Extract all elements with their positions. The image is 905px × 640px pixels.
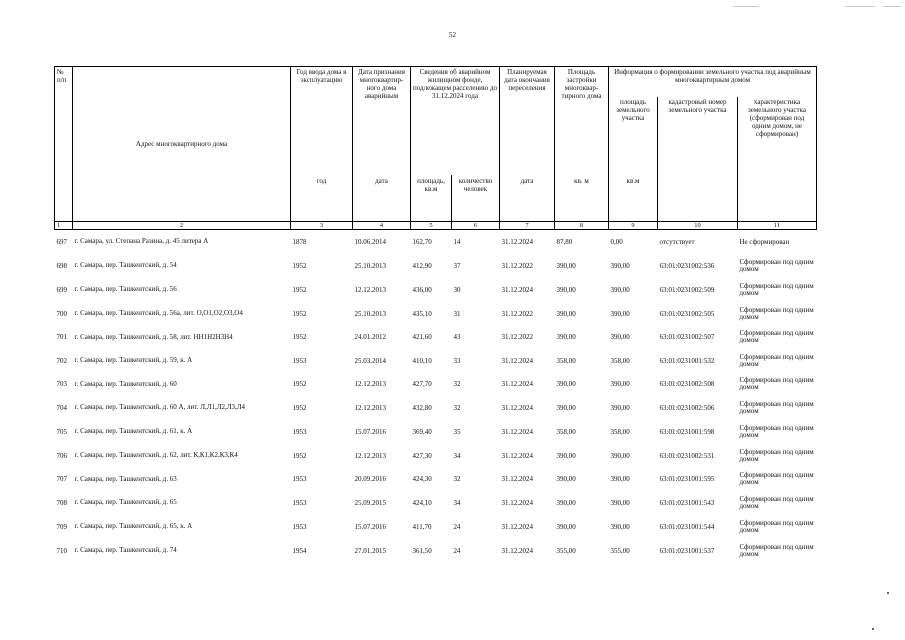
row-building-area: 390,00 xyxy=(556,522,576,531)
row-land-area: 358,00 xyxy=(610,427,630,436)
table-row xyxy=(55,468,817,491)
row-recognition-date: 25.03.2014 xyxy=(354,356,386,365)
row-number: 710 xyxy=(56,546,67,555)
unit-year: год xyxy=(291,175,353,222)
table-row xyxy=(55,230,817,254)
row-land-area: 390,00 xyxy=(610,498,630,507)
header-land-info: Информация о формировании земельного участка под аварийным многоквартирным домом xyxy=(609,67,817,97)
row-area: 162,70 xyxy=(412,238,432,247)
row-number: 707 xyxy=(56,475,67,484)
row-planned-date: 31.12.2024 xyxy=(501,546,533,555)
table-row xyxy=(55,278,817,302)
header-cadastral-blank xyxy=(658,175,738,222)
scan-dot xyxy=(887,592,889,594)
row-cadastral: отсутствует xyxy=(659,238,695,247)
column-number-row xyxy=(55,222,817,230)
row-year: 1954 xyxy=(292,546,307,555)
row-year: 1953 xyxy=(292,498,307,507)
row-address: г. Самара, ул. Степана Разина, д. 45 литера А xyxy=(74,237,209,246)
row-area: 424,10 xyxy=(412,498,432,507)
row-cadastral: 63:01:0231001:532 xyxy=(659,356,715,365)
row-people: 30 xyxy=(453,285,461,294)
table-body xyxy=(55,230,817,563)
row-address: г. Самара, пер. Ташкентский, д. 65 xyxy=(74,498,177,507)
table-row xyxy=(55,373,817,396)
row-building-area: 355,00 xyxy=(556,546,576,555)
row-planned-date: 31.12.2024 xyxy=(501,238,533,247)
row-building-area: 87,80 xyxy=(556,238,573,247)
row-recognition-date: 12.12.2013 xyxy=(354,285,386,294)
row-land-area: 358,00 xyxy=(610,356,630,365)
row-planned-date: 31.12.2024 xyxy=(501,451,533,460)
scan-artifact-line xyxy=(845,6,875,7)
row-recognition-date: 24.01.2012 xyxy=(354,333,386,342)
row-cadastral: 63:01:0231002:536 xyxy=(659,261,715,270)
row-planned-date: 31.12.2024 xyxy=(501,498,533,507)
unit-people: количество человек xyxy=(452,175,500,222)
scan-artifact-line xyxy=(883,6,901,7)
row-planned-date: 31.12.2022 xyxy=(501,333,533,342)
row-characteristic: Сформирован под одним домом xyxy=(739,423,814,439)
header-land-area: площадь земельного участка xyxy=(609,97,658,175)
row-planned-date: 31.12.2024 xyxy=(501,475,533,484)
row-people: 32 xyxy=(453,403,461,412)
row-recognition-date: 25.09.2015 xyxy=(354,498,386,507)
row-planned-date: 31.12.2022 xyxy=(501,309,533,318)
row-characteristic: Сформирован под одним домом xyxy=(739,447,814,463)
row-characteristic: Сформирован под одним домом xyxy=(739,518,814,534)
row-land-area: 390,00 xyxy=(610,403,630,412)
row-characteristic: Сформирован под одним домом xyxy=(739,329,814,345)
row-number: 705 xyxy=(56,427,67,436)
unit-date: дата xyxy=(353,175,411,222)
row-building-area: 390,00 xyxy=(556,285,576,294)
row-people: 35 xyxy=(453,427,461,436)
header-planned-date: Планируемая дата окончания переселения xyxy=(500,67,555,175)
row-characteristic: Сформирован под одним домом xyxy=(739,542,814,558)
row-recognition-date: 25.10.2013 xyxy=(354,309,386,318)
column-number: 2 xyxy=(73,222,291,230)
row-characteristic: Сформирован под одним домом xyxy=(739,257,814,273)
row-recognition-date: 20.09.2016 xyxy=(354,475,386,484)
row-characteristic: Сформирован под одним домом xyxy=(739,471,814,487)
row-planned-date: 31.12.2024 xyxy=(501,356,533,365)
table-row xyxy=(55,420,817,444)
row-people: 32 xyxy=(453,380,461,389)
row-area: 412,90 xyxy=(412,261,432,270)
row-address: г. Самара, пер. Ташкентский, д. 59, к. А xyxy=(74,356,193,365)
row-cadastral: 63:01:0231001:598 xyxy=(659,427,715,436)
row-number: 698 xyxy=(56,261,67,270)
row-characteristic: Сформирован под одним домом xyxy=(739,494,814,510)
row-planned-date: 31.12.2024 xyxy=(501,285,533,294)
row-recognition-date: 25.10.2013 xyxy=(354,261,386,270)
row-address: г. Самара, пер. Ташкентский, д. 74 xyxy=(74,546,177,555)
row-characteristic: Сформирован под одним домом xyxy=(739,376,814,392)
column-number: 6 xyxy=(452,222,500,230)
row-year: 1878 xyxy=(292,238,307,247)
row-characteristic: Не сформирован xyxy=(739,237,790,246)
row-cadastral: 63:01:0231002:505 xyxy=(659,309,715,318)
row-address: г. Самара, пер. Ташкентский, д. 54 xyxy=(74,261,177,270)
row-address: г. Самара, пер. Ташкентский, д. 63 xyxy=(74,474,177,483)
row-cadastral: 63:01:0231002:508 xyxy=(659,380,715,389)
row-cadastral: 63:01:0231001:544 xyxy=(659,522,715,531)
row-recognition-date: 12.12.2013 xyxy=(354,451,386,460)
row-area: 369,40 xyxy=(412,427,432,436)
emergency-housing-table xyxy=(54,66,817,563)
row-people: 34 xyxy=(453,498,461,507)
table-row xyxy=(55,349,817,373)
scan-artifact-line xyxy=(733,6,759,7)
row-area: 421,60 xyxy=(412,333,432,342)
unit-area: площадь, кв.м xyxy=(411,175,452,222)
row-characteristic: Сформирован под одним домом xyxy=(739,352,814,368)
row-people: 34 xyxy=(453,451,461,460)
column-number: 4 xyxy=(353,222,411,230)
row-recognition-date: 10.06.2014 xyxy=(354,238,386,247)
row-number: 704 xyxy=(56,403,67,412)
row-planned-date: 31.12.2024 xyxy=(501,380,533,389)
row-number: 702 xyxy=(56,356,67,365)
table-row xyxy=(55,326,817,349)
row-address: г. Самара, пер. Ташкентский, д. 56а, лит. О,О1,О2,О3,О4 xyxy=(74,309,243,318)
row-people: 24 xyxy=(453,522,461,531)
row-building-area: 390,00 xyxy=(556,309,576,318)
row-area: 410,10 xyxy=(412,356,432,365)
row-people: 43 xyxy=(453,333,461,342)
row-land-area: 355,00 xyxy=(610,546,630,555)
row-recognition-date: 12.12.2013 xyxy=(354,403,386,412)
row-number: 697 xyxy=(56,238,67,247)
column-number: 1 xyxy=(55,222,73,230)
row-area: 411,70 xyxy=(412,522,432,531)
row-land-area: 390,00 xyxy=(610,522,630,531)
row-year: 1953 xyxy=(292,475,307,484)
row-year: 1952 xyxy=(292,451,307,460)
row-people: 33 xyxy=(453,356,461,365)
column-number: 11 xyxy=(738,222,817,230)
header-address: Адрес многоквартирного дома xyxy=(73,67,291,222)
row-area: 427,70 xyxy=(412,380,432,389)
row-area: 424,30 xyxy=(412,475,432,484)
row-area: 436,00 xyxy=(412,285,432,294)
row-year: 1952 xyxy=(292,261,307,270)
row-cadastral: 63:01:0231002:531 xyxy=(659,451,715,460)
row-characteristic: Сформирован под одним домом xyxy=(739,281,814,297)
row-building-area: 358,00 xyxy=(556,356,576,365)
row-land-area: 390,00 xyxy=(610,475,630,484)
row-building-area: 390,00 xyxy=(556,475,576,484)
row-land-area: 390,00 xyxy=(610,261,630,270)
row-planned-date: 31.12.2024 xyxy=(501,403,533,412)
row-building-area: 390,00 xyxy=(556,333,576,342)
row-number: 706 xyxy=(56,451,67,460)
column-number: 3 xyxy=(291,222,353,230)
row-number: 701 xyxy=(56,333,67,342)
row-number: 703 xyxy=(56,380,67,389)
row-area: 427,30 xyxy=(412,451,432,460)
header-year: Год ввода дома в эксплуатацию xyxy=(291,67,353,175)
scan-dot xyxy=(872,628,874,630)
row-number: 699 xyxy=(56,285,67,294)
row-year: 1952 xyxy=(292,333,307,342)
row-people: 31 xyxy=(453,309,461,318)
row-address: г. Самара, пер. Ташкентский, д. 56 xyxy=(74,285,177,294)
row-recognition-date: 27.01.2015 xyxy=(354,546,386,555)
header-building-area: Площадь застройки многоквар-тирного дома xyxy=(555,67,609,175)
row-land-area: 390,00 xyxy=(610,285,630,294)
unit-land: кв.м xyxy=(609,175,658,222)
row-address: г. Самара, пер. Ташкентский, д. 60 А, лит. Л,Л1,Л2,Л3,Л4 xyxy=(74,403,246,412)
table-row xyxy=(55,539,817,563)
row-people: 37 xyxy=(453,261,461,270)
row-area: 432,80 xyxy=(412,403,432,412)
row-planned-date: 31.12.2024 xyxy=(501,427,533,436)
row-building-area: 390,00 xyxy=(556,403,576,412)
row-people: 14 xyxy=(453,238,461,247)
table-row xyxy=(55,491,817,515)
row-building-area: 390,00 xyxy=(556,498,576,507)
table-row xyxy=(55,254,817,278)
table-row xyxy=(55,515,817,539)
row-cadastral: 63:01:0231002:506 xyxy=(659,403,715,412)
row-recognition-date: 15.07.2016 xyxy=(354,427,386,436)
table-row xyxy=(55,396,817,420)
row-cadastral: 63:01:0231001:595 xyxy=(659,475,715,484)
page-number: 52 xyxy=(449,31,456,39)
row-cadastral: 63:01:0231001:537 xyxy=(659,546,715,555)
row-people: 32 xyxy=(453,475,461,484)
unit-building: кв. м xyxy=(555,175,609,222)
row-characteristic: Сформирован под одним домом xyxy=(739,399,814,415)
row-planned-date: 31.12.2024 xyxy=(501,522,533,531)
row-land-area: 0,00 xyxy=(610,238,623,247)
row-building-area: 390,00 xyxy=(556,451,576,460)
row-year: 1953 xyxy=(292,356,307,365)
header-cadastral: кадастровый номер земельного участка xyxy=(658,97,738,175)
row-building-area: 390,00 xyxy=(556,380,576,389)
row-address: г. Самара, пер. Ташкентский, д. 58, лит. НН1Н2Н3Н4 xyxy=(74,332,233,341)
row-year: 1952 xyxy=(292,403,307,412)
row-land-area: 390,00 xyxy=(610,380,630,389)
row-number: 700 xyxy=(56,309,67,318)
row-cadastral: 63:01:0231002:507 xyxy=(659,333,715,342)
table-row xyxy=(55,302,817,326)
row-recognition-date: 12.12.2013 xyxy=(354,380,386,389)
header-number-blank xyxy=(55,175,73,222)
header-characteristic: характеристика земельного участка (сформирован под одним домом, не сформирован) xyxy=(738,97,817,222)
row-address: г. Самара, пер. Ташкентский, д. 62, лит. К,К1,К2,К3,К4 xyxy=(74,451,238,460)
row-year: 1953 xyxy=(292,427,307,436)
row-land-area: 390,00 xyxy=(610,451,630,460)
row-recognition-date: 15.07.2016 xyxy=(354,522,386,531)
row-planned-date: 31.12.2022 xyxy=(501,261,533,270)
header-number: № п/п xyxy=(55,67,73,175)
row-address: г. Самара, пер. Ташкентский, д. 61, к. А xyxy=(74,427,193,436)
column-number: 10 xyxy=(658,222,738,230)
column-number: 9 xyxy=(609,222,658,230)
row-people: 24 xyxy=(453,546,461,555)
row-address: г. Самара, пер. Ташкентский, д. 60 xyxy=(74,379,177,388)
row-land-area: 390,00 xyxy=(610,309,630,318)
unit-planned: дата xyxy=(500,175,555,222)
row-address: г. Самара, пер. Ташкентский, д. 65, к. А xyxy=(74,522,193,531)
row-area: 361,50 xyxy=(412,546,432,555)
row-cadastral: 63:01:0231002:509 xyxy=(659,285,715,294)
header-recognition-date: Дата признания многоквартир-ного дома аварийным xyxy=(353,67,411,175)
row-land-area: 390,00 xyxy=(610,333,630,342)
table-row xyxy=(55,444,817,468)
row-area: 435,10 xyxy=(412,309,432,318)
column-number: 7 xyxy=(500,222,555,230)
column-number: 8 xyxy=(555,222,609,230)
header-emergency-fund: Сведения об аварийном жилищном фонде, подлежащем расселению до 31.12.2024 года xyxy=(411,67,500,175)
row-building-area: 390,00 xyxy=(556,261,576,270)
row-building-area: 358,00 xyxy=(556,427,576,436)
row-number: 709 xyxy=(56,522,67,531)
row-year: 1953 xyxy=(292,522,307,531)
row-characteristic: Сформирован под одним домом xyxy=(739,305,814,321)
column-number: 5 xyxy=(411,222,452,230)
row-cadastral: 63:01:0231001:543 xyxy=(659,498,715,507)
row-number: 708 xyxy=(56,498,67,507)
row-year: 1952 xyxy=(292,285,307,294)
row-year: 1952 xyxy=(292,309,307,318)
row-year: 1952 xyxy=(292,380,307,389)
